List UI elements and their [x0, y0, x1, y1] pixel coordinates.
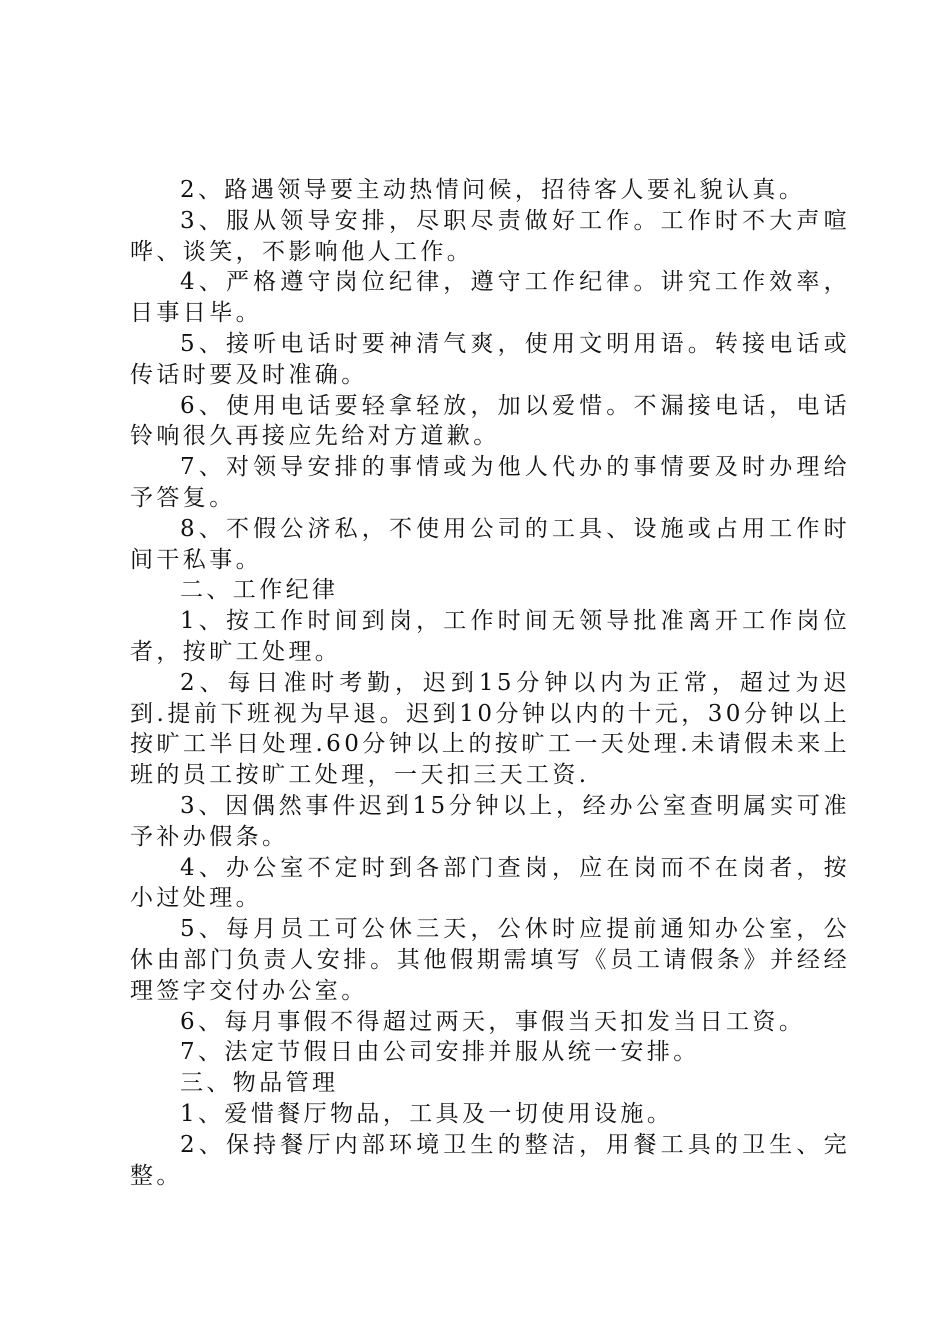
paragraph: 1、爱惜餐厅物品，工具及一切使用设施。: [180, 1100, 674, 1127]
paragraph: 5、接听电话时要神清气爽，使用文明用语。转接电话或传话时要及时准确。: [130, 330, 850, 388]
document-body: [130, 175, 850, 1191]
paragraph: 6、每月事假不得超过两天，事假当天扣发当日工资。: [180, 1008, 806, 1035]
paragraph: 7、法定节假日由公司安排并服从统一安排。: [180, 1039, 700, 1066]
paragraph: 3、因偶然事件迟到15分钟以上，经办公室查明属实可准予补办假条。: [130, 792, 850, 850]
paragraph: 8、不假公济私，不使用公司的工具、设施或占用工作时间干私事。: [130, 515, 850, 573]
paragraph: 4、严格遵守岗位纪律，遵守工作纪律。讲究工作效率，日事日毕。: [130, 269, 850, 327]
paragraph: 5、每月员工可公休三天，公休时应提前通知办公室，公休由部门负责人安排。其他假期需填写《员工请假条》并经经理签字交付办公室。: [130, 916, 850, 1004]
paragraph: 6、使用电话要轻拿轻放，加以爱惜。不漏接电话，电话铃响很久再接应先给对方道歉。: [130, 392, 850, 450]
paragraph: 2、每日准时考勤，迟到15分钟以内为正常，超过为迟到.提前下班视为早退。迟到10分钟以内的十元，30分钟以上按旷工半日处理.60分钟以上的按旷工一天处理.未请假未来上班的员工按旷工处理，一天扣三天工资.: [130, 669, 850, 789]
section-heading: 二、工作纪律: [180, 577, 339, 604]
paragraph: 7、对领导安排的事情或为他人代办的事情要及时办理给予答复。: [130, 454, 850, 511]
paragraph: 4、办公室不定时到各部门查岗，应在岗而不在岗者，按小过处理。: [130, 854, 850, 912]
paragraph: 2、路遇领导要主动热情问候，招待客人要礼貌认真。: [180, 177, 806, 203]
paragraph: 3、服从领导安排，尽职尽责做好工作。工作时不大声喧哗、谈笑，不影响他人工作。: [130, 207, 850, 265]
paragraph: 2、保持餐厅内部环境卫生的整洁，用餐工具的卫生、完整。: [130, 1131, 850, 1189]
section-heading: 三、物品管理: [180, 1070, 339, 1097]
paragraph: 1、按工作时间到岗，工作时间无领导批准离开工作岗位者，按旷工处理。: [130, 608, 850, 665]
